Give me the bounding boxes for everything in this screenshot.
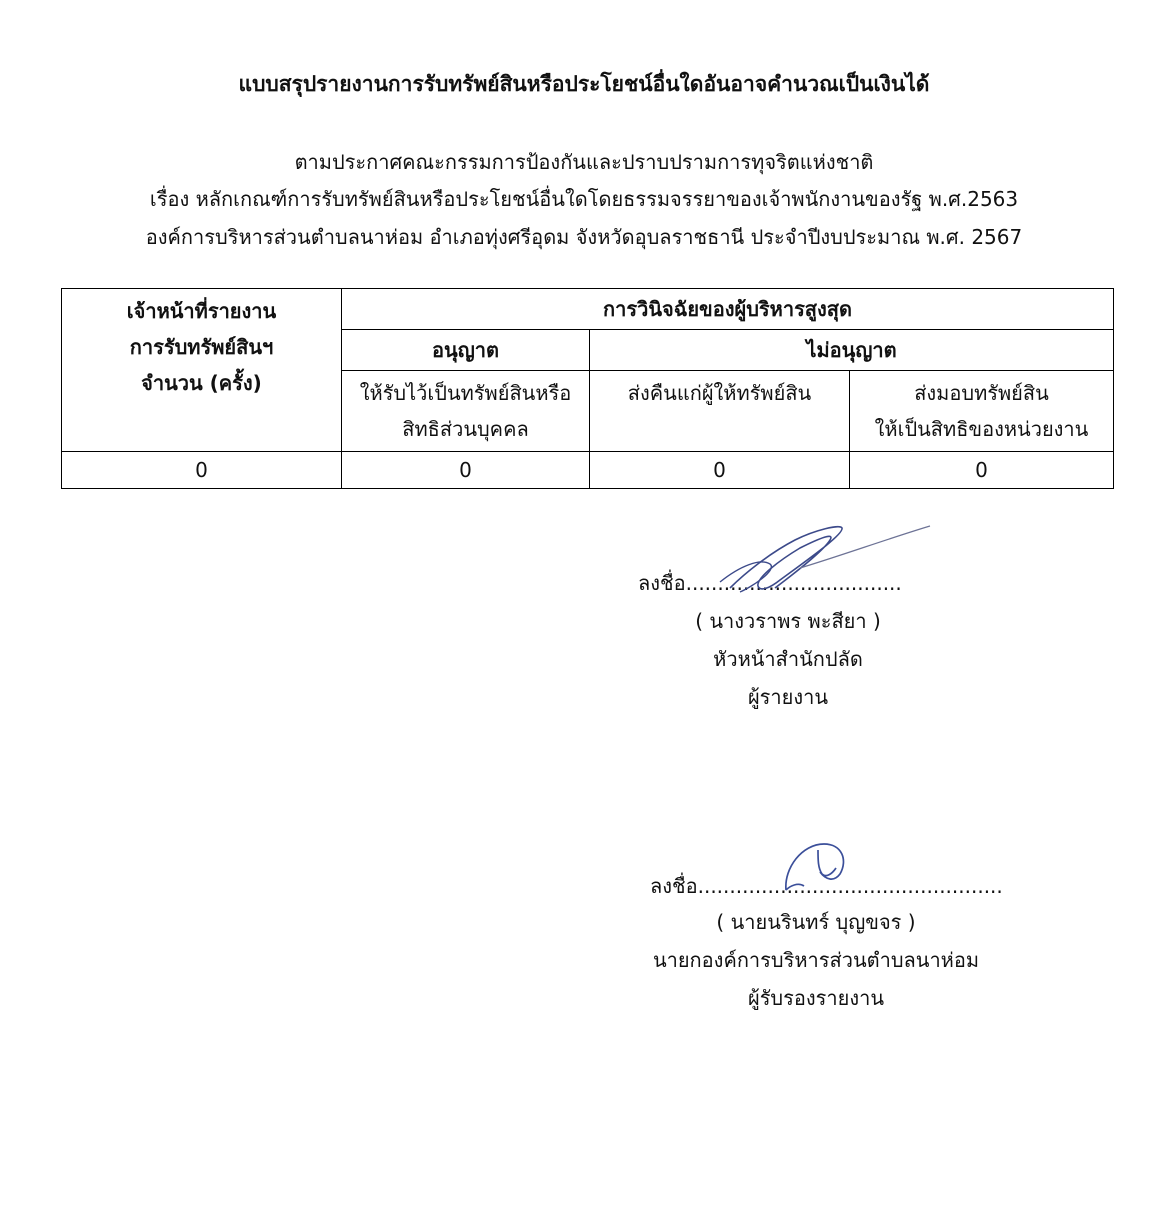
reporter-header-line: จำนวน (ครั้ง)	[141, 371, 262, 395]
handwritten-signature-icon	[780, 838, 860, 908]
signature-dots: ..................................	[685, 571, 902, 595]
header-line: ส่งคืนแก่ผู้ให้ทรัพย์สิน	[627, 381, 812, 405]
header-line: ส่งมอบทรัพย์สิน	[914, 381, 1049, 405]
summary-table	[61, 288, 1114, 489]
signature-label: ลงชื่อ	[638, 571, 686, 595]
not-allowed-header: ไม่อนุญาต	[590, 330, 1114, 371]
reporter-role: ผู้รายงาน	[747, 685, 829, 709]
reporter-header-line: เจ้าหน้าที่รายงาน	[126, 299, 277, 323]
allowed-header: อนุญาต	[342, 330, 590, 371]
allowed-keep-value: 0	[342, 452, 590, 489]
announcement-line: ตามประกาศคณะกรรมการป้องกันและปราบปรามการทุจริตแห่งชาติ	[294, 150, 874, 174]
reporter-header-line: การรับทรัพย์สินฯ	[129, 335, 274, 359]
signature-dots: ................................................	[697, 874, 1003, 898]
header-line: ให้รับไว้เป็นทรัพย์สินหรือ	[359, 381, 572, 405]
handwritten-signature-icon	[700, 518, 940, 598]
handover-header	[850, 371, 1114, 452]
return-value: 0	[590, 452, 850, 489]
return-header	[590, 371, 850, 452]
allowed-keep-header	[342, 371, 590, 452]
certifier-name: ( นายนรินทร์ บุญขจร )	[716, 910, 916, 934]
decision-header: การวินิจฉัยของผู้บริหารสูงสุด	[342, 289, 1114, 330]
organization-line: องค์การบริหารส่วนตำบลนาห่อม อำเภอทุ่งศรีอุดม จังหวัดอุบลราชธานี ประจำปีงบประมาณ พ.ศ. 2567	[145, 225, 1023, 249]
reporter-position: หัวหน้าสำนักปลัด	[713, 647, 863, 671]
reporter-count-header	[62, 289, 342, 452]
signature-label: ลงชื่อ	[650, 874, 698, 898]
handover-value: 0	[850, 452, 1114, 489]
document-title: แบบสรุปรายงานการรับทรัพย์สินหรือประโยชน์อื่นใดอันอาจคำนวณเป็นเงินได้	[238, 72, 930, 96]
header-line: ให้เป็นสิทธิของหน่วยงาน	[874, 417, 1089, 441]
reporter-name: ( นางวราพร พะสียา )	[695, 609, 881, 633]
header-line: สิทธิส่วนบุคคล	[402, 417, 529, 441]
reporter-count-value: 0	[62, 452, 342, 489]
subject-line: เรื่อง หลักเกณฑ์การรับทรัพย์สินหรือประโยชน์อื่นใดโดยธรรมจรรยาของเจ้าพนักงานของรัฐ พ.ศ.2563	[149, 187, 1019, 211]
certifier-position: นายกองค์การบริหารส่วนตำบลนาห่อม	[652, 948, 980, 972]
certifier-role: ผู้รับรองรายงาน	[747, 986, 885, 1010]
